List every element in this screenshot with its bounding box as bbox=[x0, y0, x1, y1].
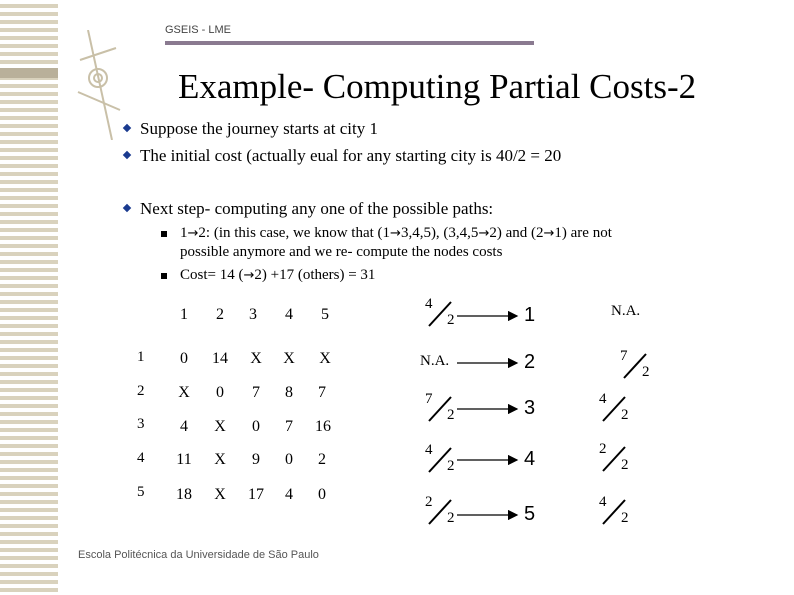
left-cost-label: 4 2 bbox=[425, 296, 465, 336]
matrix-cell: 4 bbox=[180, 418, 188, 435]
header-label: GSEIS - LME bbox=[165, 24, 232, 36]
graph-node: 3 bbox=[524, 397, 536, 419]
sub-bullet-square-icon bbox=[161, 273, 167, 279]
header-divider bbox=[165, 41, 534, 45]
arrow-right-icon: → bbox=[187, 226, 199, 241]
graph-node: 1 bbox=[524, 304, 536, 326]
matrix-cell: 4 bbox=[285, 486, 293, 503]
arrow-right-icon: → bbox=[390, 226, 401, 241]
matrix-cell: X bbox=[178, 384, 190, 401]
matrix-cell: X bbox=[214, 486, 226, 503]
matrix-col-header: 2 bbox=[216, 306, 224, 323]
matrix-cell: X bbox=[283, 350, 295, 367]
slide-title: Example- Computing Partial Costs-2 bbox=[178, 67, 697, 106]
right-cost-label: 2 2 bbox=[599, 441, 639, 481]
matrix-row-header: 3 bbox=[137, 416, 145, 432]
matrix-row-header: 1 bbox=[137, 349, 145, 365]
matrix-cell: 0 bbox=[285, 451, 293, 468]
matrix-cell: 7 bbox=[285, 418, 293, 435]
right-cost-label: 7 2 bbox=[620, 348, 660, 388]
footer-text: Escola Politécnica da Universidade de São Paulo bbox=[78, 549, 319, 561]
matrix-row-header: 5 bbox=[137, 484, 145, 500]
matrix-cell: 7 bbox=[252, 384, 260, 401]
matrix-cell: 7 bbox=[318, 384, 326, 401]
matrix-cell: 2 bbox=[318, 451, 326, 468]
arrow-right-icon: → bbox=[243, 268, 255, 283]
right-cost-label: 4 2 bbox=[599, 391, 639, 431]
matrix-cell: X bbox=[250, 350, 262, 367]
left-cost-label: 2 2 bbox=[425, 494, 465, 534]
bullet-1: Suppose the journey starts at city 1 bbox=[124, 119, 378, 139]
bullet-3: Next step- computing any one of the possible paths: bbox=[124, 199, 493, 219]
matrix-cell: 16 bbox=[315, 418, 331, 435]
matrix-cell: 0 bbox=[252, 418, 260, 435]
graph-node: 4 bbox=[524, 448, 536, 470]
matrix-col-header: 4 bbox=[285, 306, 293, 323]
matrix-col-header: 1 bbox=[180, 306, 188, 323]
matrix-col-header: 3 bbox=[249, 306, 257, 323]
graph-node: 5 bbox=[524, 503, 536, 525]
matrix-cell: 17 bbox=[248, 486, 264, 503]
sub-bullet-1: 1→2: (in this case, we know that (1→3,4,5), (3,4,5→2) and (2→1) are not possible anymore and we re- compute the nodes costs bbox=[180, 225, 612, 260]
matrix-cell: 18 bbox=[176, 486, 192, 503]
bullet-2: The initial cost (actually eual for any starting city is 40/2 = 20 bbox=[124, 146, 561, 166]
matrix-row-header: 2 bbox=[137, 383, 145, 399]
matrix-cell: X bbox=[214, 418, 226, 435]
graph-node: 2 bbox=[524, 351, 536, 373]
bullet-diamond-icon bbox=[123, 204, 131, 212]
matrix-row-header: 4 bbox=[137, 450, 145, 466]
matrix-cell: 8 bbox=[285, 384, 293, 401]
arrow-right-icon: → bbox=[543, 226, 555, 241]
sub-bullet-2: Cost= 14 (→2) +17 (others) = 31 bbox=[180, 267, 376, 283]
matrix-cell: X bbox=[214, 451, 226, 468]
left-cost-label: 7 2 bbox=[425, 391, 465, 431]
graph-edges bbox=[455, 300, 525, 530]
matrix-cell: X bbox=[319, 350, 331, 367]
matrix-cell: 11 bbox=[176, 451, 192, 468]
compass-logo-icon bbox=[70, 30, 130, 140]
left-cost-label: N.A. bbox=[420, 353, 450, 369]
decorative-band bbox=[0, 68, 58, 78]
right-cost-label: 4 2 bbox=[599, 494, 639, 534]
matrix-col-header: 5 bbox=[321, 306, 329, 323]
matrix-cell: 14 bbox=[212, 350, 228, 367]
bullet-diamond-icon bbox=[123, 151, 131, 159]
matrix-cell: 0 bbox=[318, 486, 326, 503]
right-cost-label: N.A. bbox=[611, 303, 641, 319]
matrix-cell: 0 bbox=[216, 384, 224, 401]
matrix-cell: 0 bbox=[180, 350, 188, 367]
decorative-stripes bbox=[0, 0, 58, 595]
left-cost-label: 4 2 bbox=[425, 442, 465, 482]
matrix-cell: 9 bbox=[252, 451, 260, 468]
arrow-right-icon: → bbox=[478, 226, 490, 241]
bullet-diamond-icon bbox=[123, 124, 131, 132]
sub-bullet-square-icon bbox=[161, 231, 167, 237]
